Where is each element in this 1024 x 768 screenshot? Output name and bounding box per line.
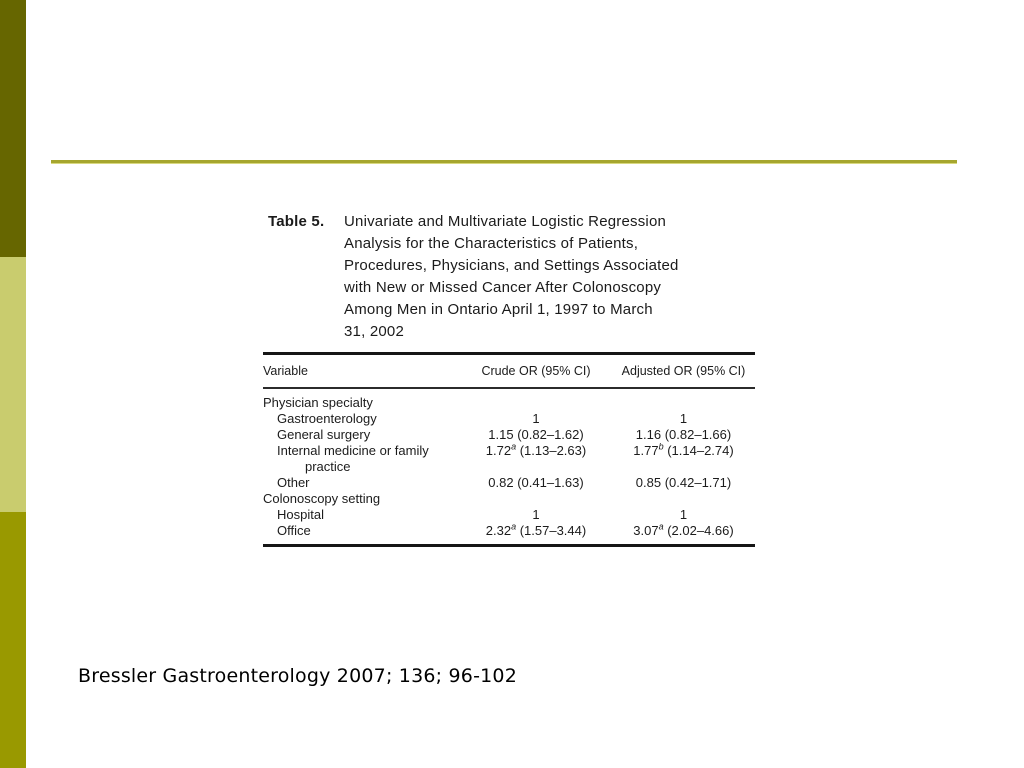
variable-cell: Other <box>277 475 310 490</box>
adjusted-or-cell: 0.85 (0.42–1.71) <box>635 475 732 490</box>
sidebar-segment-middle <box>0 257 26 512</box>
footnote-marker: a <box>511 521 517 532</box>
adjusted-or-cell: 3.07$^a$ (2.02–4.66) <box>633 521 734 538</box>
figure-title-block <box>263 205 755 343</box>
crude-or-cell: 2.32$^a$ (1.57–3.44) <box>485 521 587 538</box>
adjusted-or-cell: 1 <box>679 411 688 426</box>
variable-cell: Hospital <box>277 507 324 522</box>
adjusted-or-cell: 1.16 (0.82–1.66) <box>635 427 732 442</box>
variable-cell: Colonoscopy setting <box>263 491 381 506</box>
sidebar-segment-bottom <box>0 512 26 768</box>
variable-cell: Office <box>277 523 311 538</box>
table-title-line: Among Men in Ontario April 1, 1997 to March <box>344 301 653 318</box>
crude-or-cell: 1.15 (0.82–1.62) <box>488 427 584 442</box>
table-label: Table 5. <box>268 213 325 230</box>
sidebar-segment-top <box>0 0 26 257</box>
header-crude-or: Crude OR (95% CI) <box>481 364 591 378</box>
regression-table <box>263 352 755 547</box>
variable-cell: General surgery <box>277 427 371 442</box>
table-title <box>344 211 755 343</box>
table-title-line: 31, 2002 <box>344 323 404 340</box>
table-title-line: Procedures, Physicians, and Settings Associated <box>344 257 679 274</box>
variable-cell: Internal medicine or family practice <box>277 443 429 474</box>
table-header-row <box>263 355 755 387</box>
header-adjusted-or: Adjusted OR (95% CI) <box>621 364 746 378</box>
variable-cell: Physician specialty <box>263 395 373 410</box>
variable-cell: Gastroenterology <box>277 411 377 426</box>
table-title-line: Analysis for the Characteristics of Patients, <box>344 235 639 252</box>
table-row-category <box>263 395 755 411</box>
footnote-marker: a <box>511 441 517 452</box>
crude-or-cell: 1 <box>532 411 540 426</box>
table-row-category <box>263 491 755 507</box>
table-bottom-rule <box>263 544 755 547</box>
table-row <box>263 411 755 427</box>
adjusted-or-cell: 1.77$^b$ (1.14–2.74) <box>633 441 734 458</box>
table-row <box>263 507 755 523</box>
table-figure <box>263 205 755 547</box>
table-row <box>263 475 755 491</box>
table-row <box>263 523 755 539</box>
table-title-line: Univariate and Multivariate Logistic Regression <box>344 213 667 230</box>
crude-or-cell: 1.72$^a$ (1.13–2.63) <box>485 441 587 458</box>
table-title-line: with New or Missed Cancer After Colonoscopy <box>344 279 662 296</box>
table-row <box>263 443 755 475</box>
table-body <box>263 389 755 544</box>
crude-or-cell: 0.82 (0.41–1.63) <box>488 475 584 490</box>
footnote-marker: b <box>658 441 664 452</box>
table-row <box>263 427 755 443</box>
footnote-marker: a <box>658 521 664 532</box>
citation: Bressler Gastroenterology 2007; 136; 96-102 <box>78 665 518 687</box>
header-variable: Variable <box>263 364 308 378</box>
title-divider-line <box>51 160 957 164</box>
crude-or-cell: 1 <box>532 507 540 522</box>
adjusted-or-cell: 1 <box>679 507 688 522</box>
sidebar-decoration <box>0 0 26 768</box>
